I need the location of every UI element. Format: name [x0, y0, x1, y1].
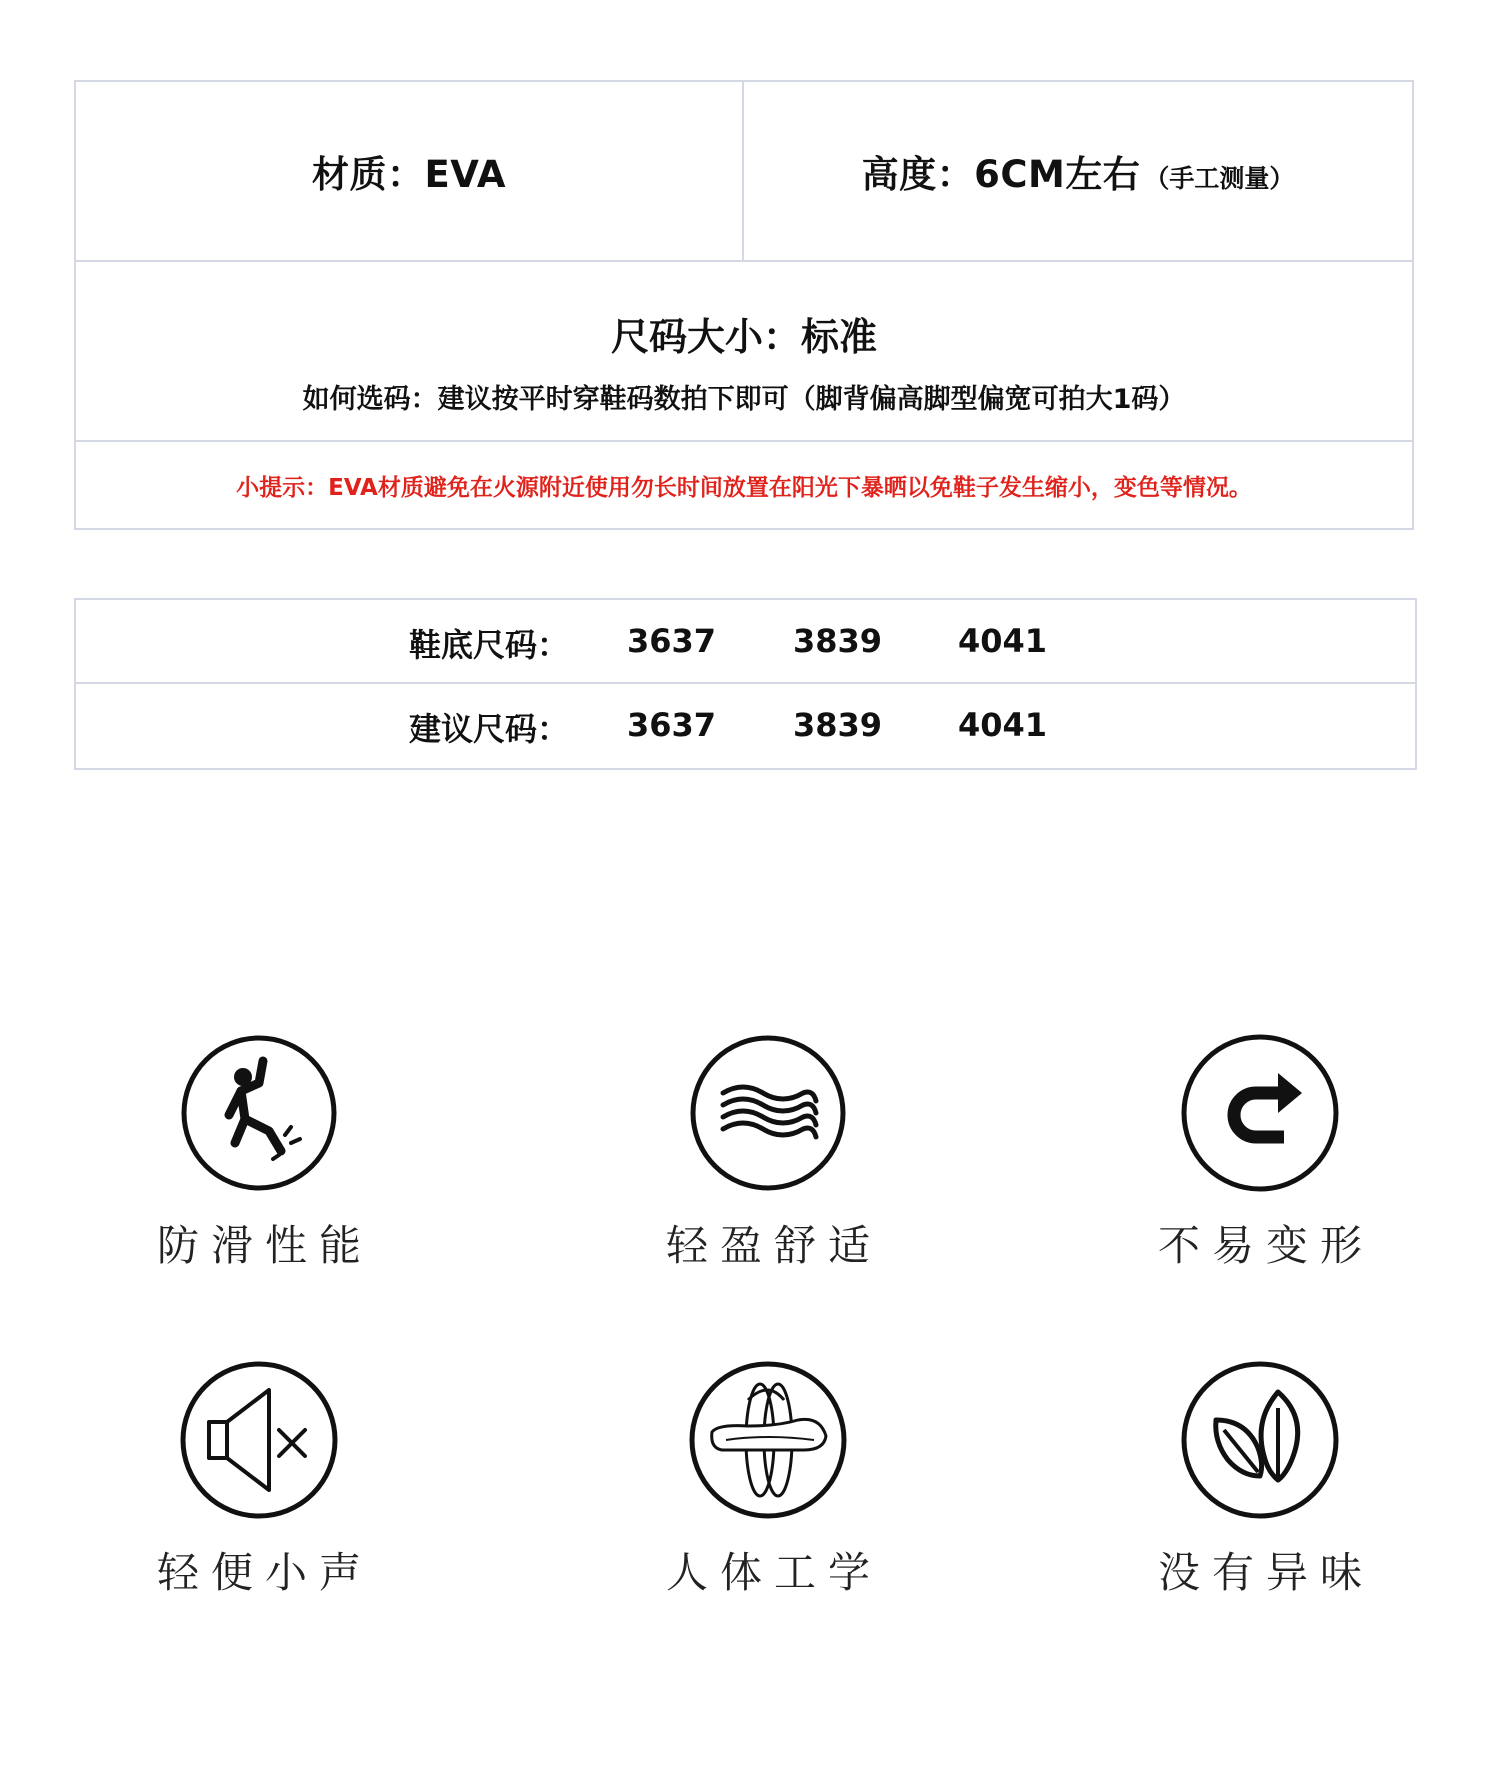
- muted-speaker-icon: [179, 1360, 339, 1520]
- wave-lines-icon: [688, 1033, 848, 1193]
- size-guide-tip: 如何选码：建议按平时穿鞋码数拍下即可（脚背偏高脚型偏宽可拍大1码）: [302, 384, 1186, 415]
- feature-ergonomic: [648, 1360, 888, 1600]
- warning-text: 小提示：EVA材质避免在火源附近使用勿长时间放置在阳光下暴晒以免鞋子发生缩小，变色等情况。: [236, 474, 1252, 501]
- feature-label: 轻便小声: [156, 1548, 373, 1597]
- ergonomic-shoe-icon: [688, 1360, 848, 1520]
- warning-row: [76, 442, 1412, 528]
- spec-row-material-height: [76, 82, 1412, 262]
- size-value: 4041: [958, 622, 1048, 660]
- leaf-icon: [1180, 1360, 1340, 1520]
- size-value: 3839: [793, 622, 883, 660]
- size-value: 3637: [627, 706, 717, 744]
- slip-resistant-icon: [179, 1033, 339, 1193]
- height-note: （手工测量）: [1144, 164, 1295, 193]
- rebound-arrow-icon: [1180, 1033, 1340, 1193]
- feature-slip-resistant: [139, 1033, 379, 1273]
- size-guide-title: 尺码大小：标准: [610, 315, 877, 359]
- spec-table: [74, 80, 1414, 530]
- feature-quiet: [139, 1360, 379, 1600]
- size-table: [74, 598, 1417, 770]
- height-cell: [744, 82, 1412, 260]
- height-text: 高度：6CM左右: [861, 153, 1141, 196]
- feature-no-odor: [1140, 1360, 1380, 1600]
- feature-label: 没有异味: [1157, 1548, 1374, 1597]
- feature-no-deform: [1140, 1033, 1380, 1273]
- size-value: 4041: [958, 706, 1048, 744]
- table-row: [76, 684, 1415, 768]
- row-label: 鞋底尺码：: [409, 626, 570, 664]
- feature-label: 不易变形: [1157, 1221, 1374, 1270]
- size-value: 3637: [627, 622, 717, 660]
- feature-light-comfort: [648, 1033, 888, 1273]
- row-label: 建议尺码：: [409, 710, 570, 748]
- feature-label: 人体工学: [665, 1548, 882, 1597]
- material-text: 材质：EVA: [311, 153, 507, 196]
- size-value: 3839: [793, 706, 883, 744]
- size-guide-row: [76, 262, 1412, 442]
- feature-label: 轻盈舒适: [665, 1221, 882, 1270]
- table-row: [76, 600, 1415, 684]
- feature-label: 防滑性能: [156, 1221, 373, 1270]
- material-cell: [76, 82, 744, 260]
